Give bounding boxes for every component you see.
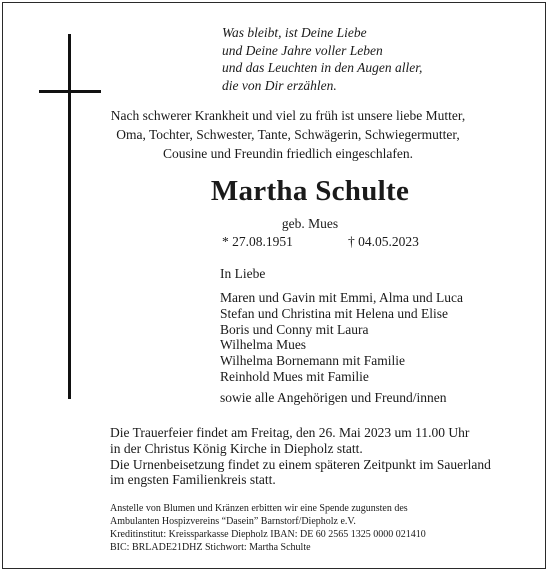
intro-text <box>100 106 476 163</box>
family-member: Boris und Conny mit Laura <box>220 321 369 337</box>
deceased-name: Martha Schulte <box>210 175 410 207</box>
donation-line: BIC: BRLADE21DHZ Stichwort: Martha Schulte <box>110 542 311 553</box>
intro-line: Nach schwerer Krankheit und viel zu früh ist unsere liebe Mutter, <box>110 108 466 123</box>
ceremony-info <box>110 425 491 488</box>
poem-line: und das Leuchten in den Augen aller, <box>222 60 423 75</box>
family-member: Maren und Gavin mit Emmi, Alma und Luca <box>220 290 463 305</box>
cross-icon <box>68 34 71 399</box>
relatives-line: sowie alle Angehörigen und Freund/innen <box>220 390 447 405</box>
birth-date: * 27.08.1951 <box>222 234 293 249</box>
poem <box>222 24 422 94</box>
poem-line: und Deine Jahre voller Leben <box>222 42 383 58</box>
donation-info <box>110 502 426 554</box>
poem-line: die von Dir erzählen. <box>222 77 337 93</box>
family-list <box>220 290 463 385</box>
intro-line: Cousine und Freundin friedlich eingeschlafen. <box>162 146 414 161</box>
family-member: Stefan und Christina mit Helena und Elise <box>220 305 448 321</box>
ceremony-line: Die Trauerfeier findet am Freitag, den 26. Mai 2023 um 11.00 Uhr <box>110 425 470 440</box>
family-member: Reinhold Mues mit Familie <box>220 368 369 384</box>
donation-line: Kreditinstitut: Kreissparkasse Diepholz IBAN: DE 60 2565 1325 0000 021410 <box>110 529 426 540</box>
born-name: geb. Mues <box>281 216 339 231</box>
death-date: † 04.05.2023 <box>348 234 419 249</box>
family-member: Wilhelma Bornemann mit Familie <box>220 353 406 369</box>
donation-line: Ambulanten Hospizvereins “Dasein” Barnstorf/Diepholz e.V. <box>110 516 356 527</box>
donation-line: Anstelle von Blumen und Kränzen erbitten wir eine Spende zugunsten des <box>110 503 408 514</box>
ceremony-line: in der Christus König Kirche in Diepholz statt. <box>110 440 363 456</box>
in-love-label: In Liebe <box>220 266 266 281</box>
poem-line: Was bleibt, ist Deine Liebe <box>222 25 367 40</box>
intro-line: Oma, Tochter, Schwester, Tante, Schwägerin, Schwiegermutter, <box>116 127 460 142</box>
ceremony-line: Die Urnenbeisetzung findet zu einem späteren Zeitpunkt im Sauerland <box>110 456 491 472</box>
family-member: Wilhelma Mues <box>220 337 307 353</box>
cross-icon-bar <box>39 90 101 93</box>
ceremony-line: im engsten Familienkreis statt. <box>110 472 276 488</box>
